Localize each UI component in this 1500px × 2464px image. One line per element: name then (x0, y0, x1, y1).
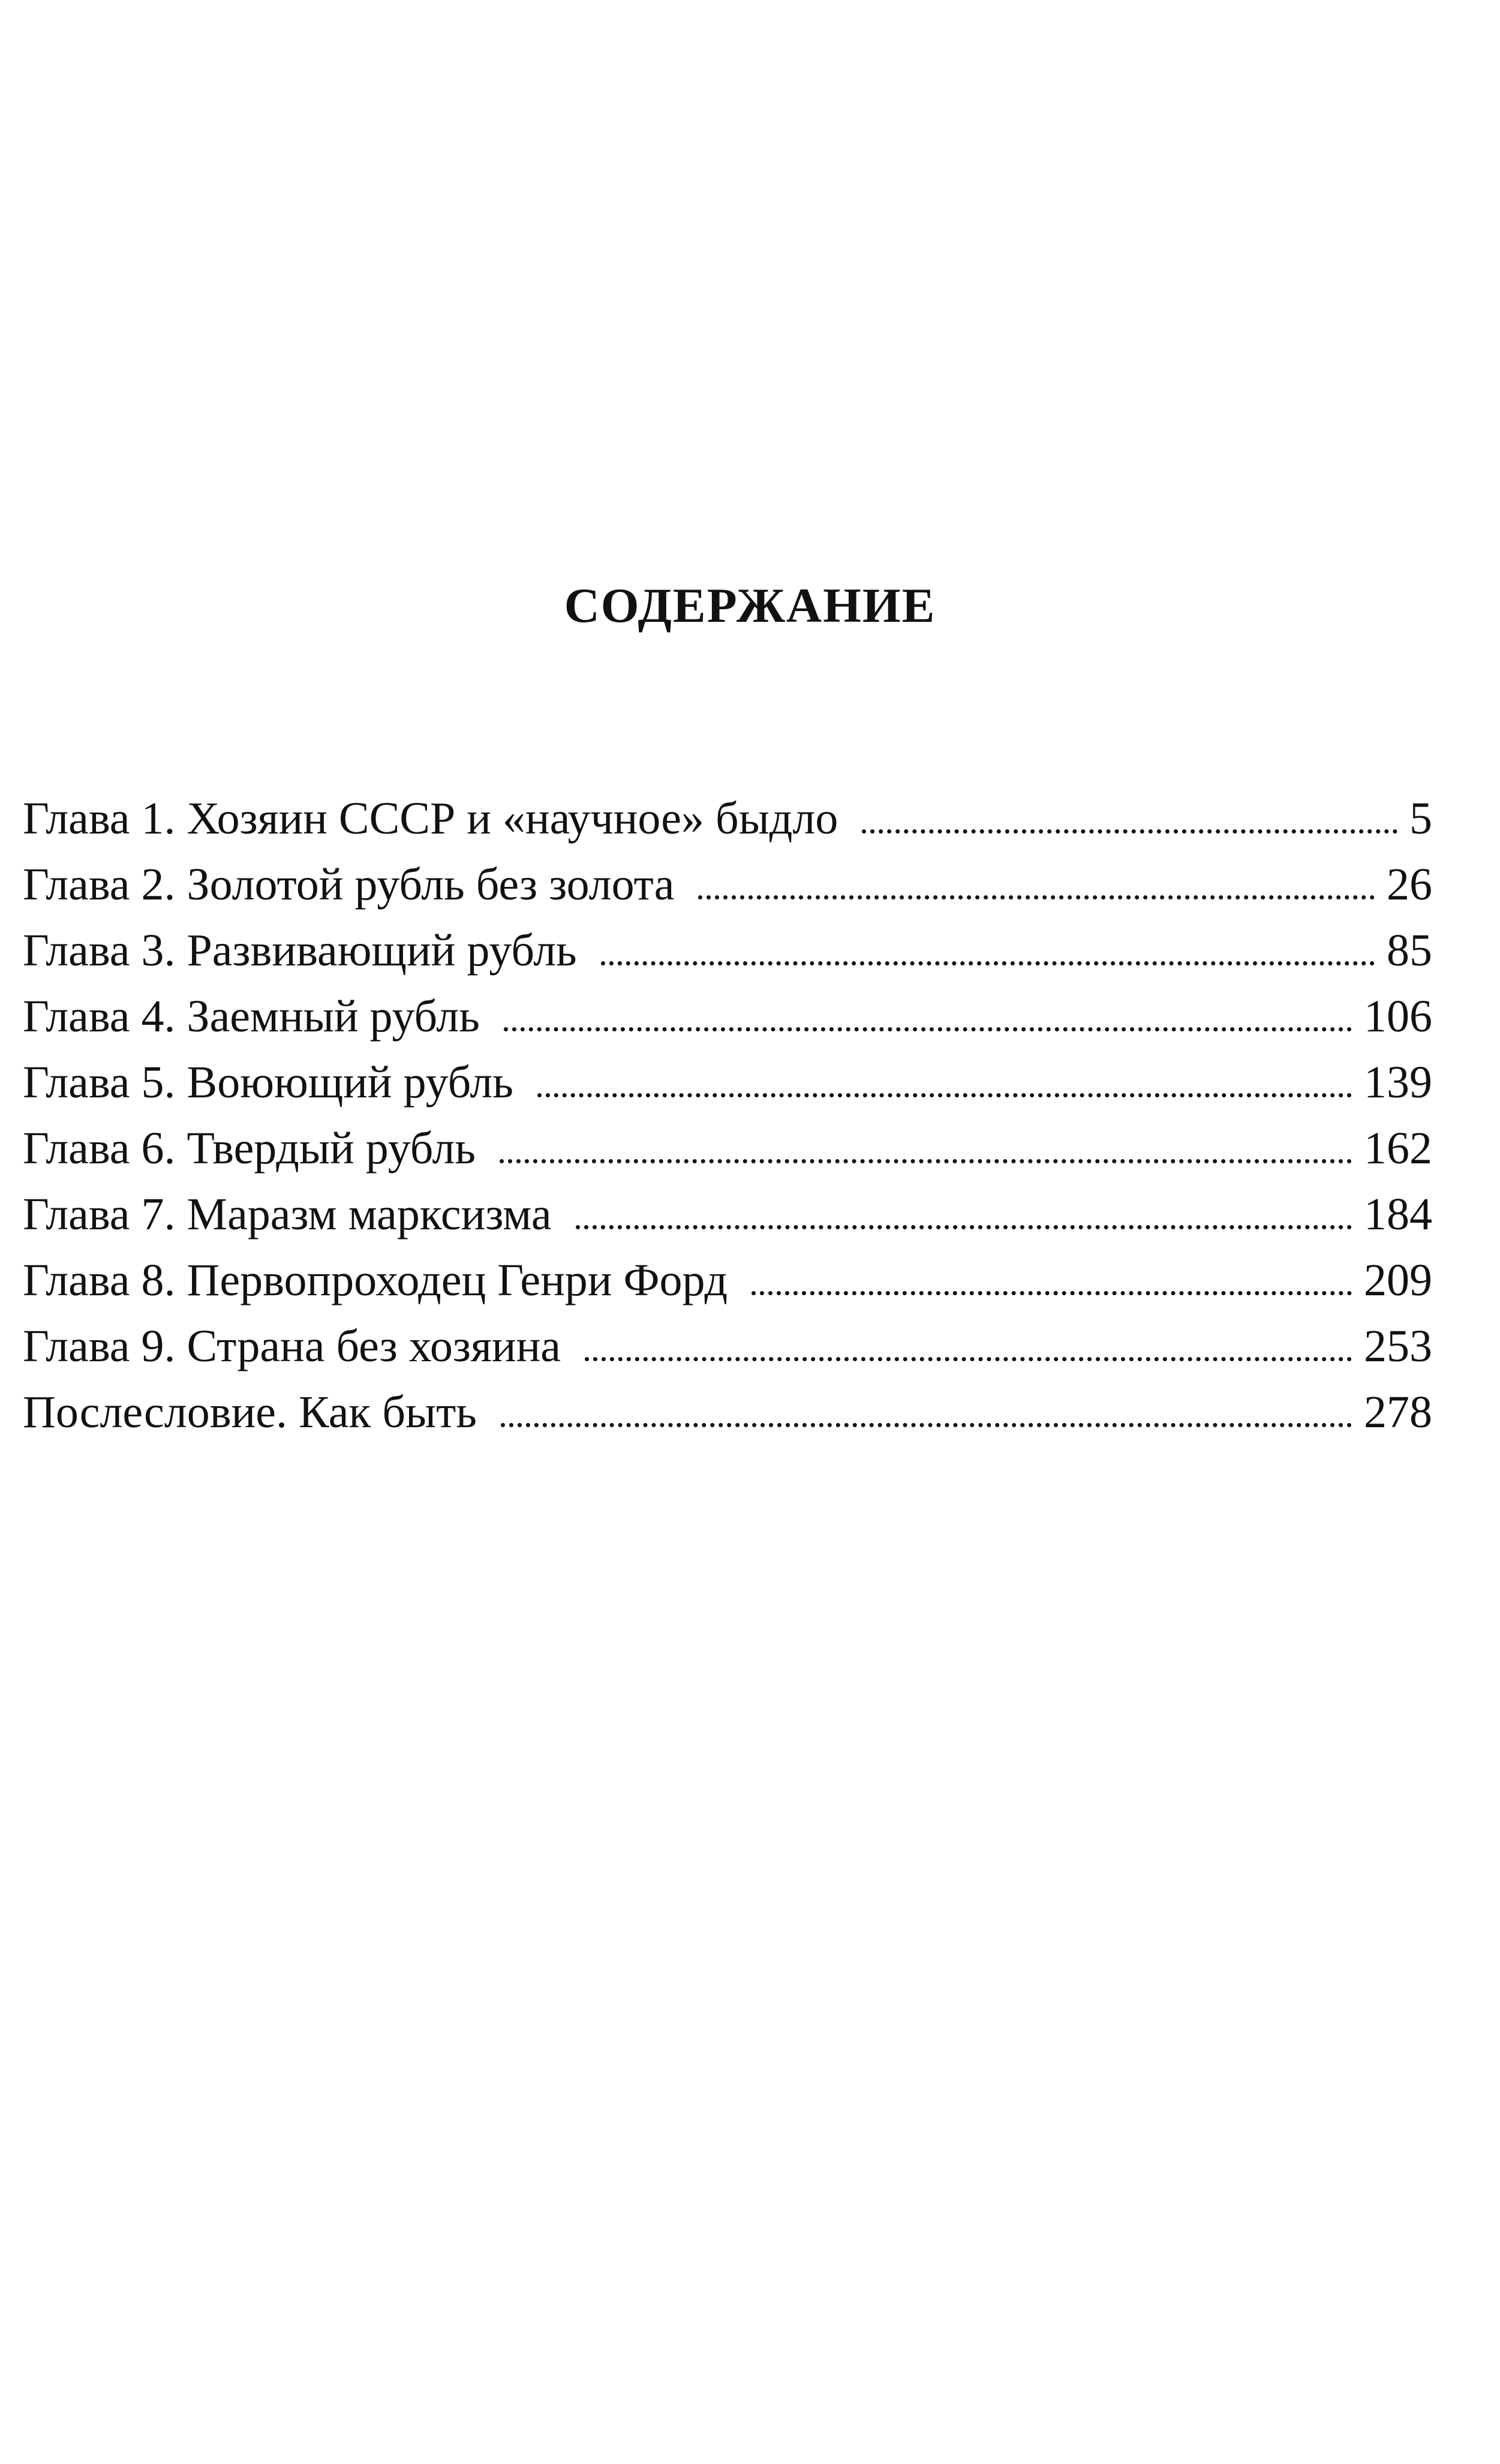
dot-leader (698, 895, 1375, 899)
toc-entry (23, 1247, 1432, 1313)
toc-entry-label: Глава 3. Развивающий рубль (23, 925, 577, 976)
dot-leader (501, 1423, 1352, 1427)
dot-leader (576, 1225, 1352, 1229)
toc-entry (23, 1049, 1432, 1115)
toc-page-number: 278 (1364, 1387, 1432, 1437)
dot-leader (500, 1159, 1352, 1163)
toc-page-number: 253 (1364, 1321, 1432, 1371)
toc-entry (23, 917, 1432, 983)
toc-page-number: 209 (1364, 1255, 1432, 1305)
toc-entry-label: Глава 6. Твердый рубль (23, 1123, 476, 1174)
toc-page-number: 26 (1387, 859, 1432, 910)
toc-entry-label: Послесловие. Как быть (23, 1387, 477, 1437)
toc-entry-label: Глава 5. Воюющий рубль (23, 1057, 513, 1108)
toc-page-number: 5 (1409, 793, 1432, 844)
toc-entry-label: Глава 9. Страна без хозяина (23, 1321, 561, 1371)
toc-page-number: 106 (1364, 991, 1432, 1042)
toc-entry (23, 852, 1432, 917)
dot-leader (751, 1291, 1352, 1295)
toc-entry (23, 1313, 1432, 1379)
dot-leader (862, 829, 1397, 834)
dot-leader (504, 1027, 1352, 1031)
dot-leader (537, 1093, 1352, 1097)
toc-entry-label: Глава 8. Первопроходец Генри Форд (23, 1255, 728, 1305)
table-of-contents (23, 786, 1432, 1445)
toc-entry-label: Глава 7. Маразм марксизма (23, 1189, 552, 1239)
toc-entry-label: Глава 2. Золотой рубль без золота (23, 859, 675, 910)
toc-entry-label: Глава 4. Заемный рубль (23, 991, 480, 1042)
toc-page-number: 139 (1364, 1057, 1432, 1108)
toc-entry (23, 786, 1432, 852)
toc-entry (23, 1115, 1432, 1181)
toc-entry-label: Глава 1. Хозяин СССР и «научное» быдло (23, 793, 838, 844)
toc-entry (23, 1379, 1432, 1445)
toc-page-number: 184 (1364, 1189, 1432, 1239)
toc-page-number: 162 (1364, 1123, 1432, 1174)
dot-leader (601, 961, 1375, 965)
toc-page-number: 85 (1387, 925, 1432, 976)
page-title: СОДЕРЖАНИЕ (564, 578, 936, 633)
toc-entry (23, 1181, 1432, 1247)
dot-leader (585, 1357, 1352, 1361)
toc-entry (23, 983, 1432, 1049)
